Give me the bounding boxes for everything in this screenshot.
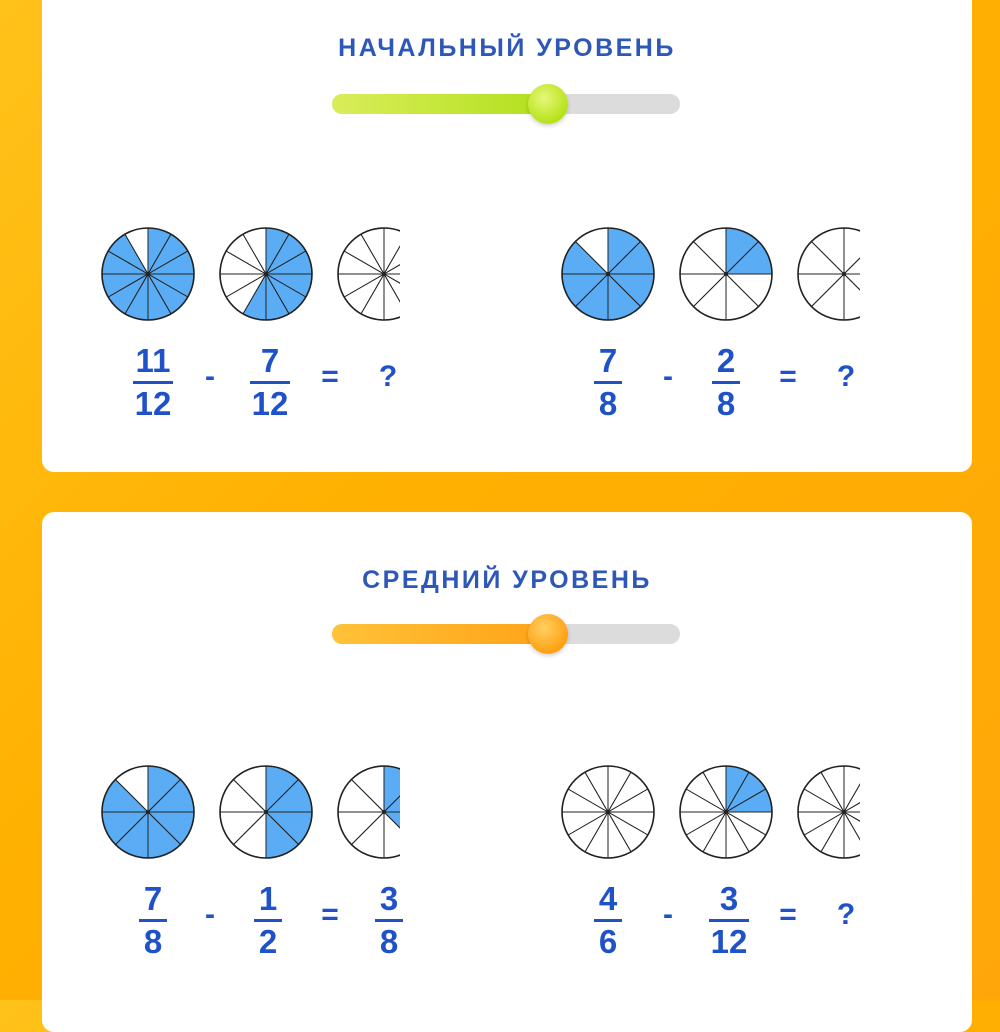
fraction-bar (254, 919, 282, 922)
center-dot (264, 272, 268, 276)
fraction-b (254, 880, 282, 961)
center-dot (146, 810, 150, 814)
fraction-denominator: 12 (134, 385, 172, 422)
level-card-beginner (42, 0, 972, 472)
fraction-bar (250, 381, 290, 384)
answer-unknown: ? (836, 360, 856, 393)
fraction-circle (220, 766, 312, 858)
fraction-bar (139, 919, 167, 922)
level-title: СРЕДНИЙ УРОВЕНЬ (362, 566, 652, 594)
equation (42, 342, 972, 422)
fraction-circle (680, 766, 772, 858)
slider-fill (332, 624, 548, 644)
fraction-circles-group (560, 762, 860, 862)
equals-sign: = (321, 898, 339, 931)
fraction-bar (133, 381, 173, 384)
fraction-b (709, 880, 749, 961)
fraction-a (133, 342, 173, 423)
level-card-intermediate (42, 512, 972, 1032)
fraction-circle (102, 766, 194, 858)
fraction-denominator: 8 (379, 923, 399, 960)
center-dot (264, 810, 268, 814)
fraction-numerator: 7 (260, 342, 280, 379)
fraction-circle (220, 228, 312, 320)
center-dot (842, 810, 846, 814)
center-dot (606, 810, 610, 814)
fraction-circle (562, 766, 654, 858)
fraction-bar (375, 919, 403, 922)
fraction-numerator: 11 (135, 342, 171, 379)
fraction-bar (594, 919, 622, 922)
fraction-bar (712, 381, 740, 384)
fraction-a (139, 880, 167, 961)
fraction-numerator: 7 (143, 880, 163, 917)
fraction-denominator: 12 (251, 385, 289, 422)
fraction-bar (594, 381, 622, 384)
center-dot (606, 272, 610, 276)
center-dot (842, 272, 846, 276)
fraction-bar (709, 919, 749, 922)
fraction-circle (338, 228, 400, 320)
fraction-numerator: 3 (719, 880, 739, 917)
fraction-b (712, 342, 740, 423)
equals-sign: = (779, 360, 797, 393)
level-title: НАЧАЛЬНЫЙ УРОВЕНЬ (338, 34, 676, 62)
fraction-circle (102, 228, 194, 320)
center-dot (382, 272, 386, 276)
minus-sign: - (663, 898, 673, 931)
difficulty-slider[interactable] (332, 624, 680, 644)
slider-fill (332, 94, 548, 114)
minus-sign: - (663, 360, 673, 393)
slider-knob[interactable] (528, 84, 568, 124)
fraction-circle (680, 228, 772, 320)
fraction-denominator: 8 (716, 385, 736, 422)
fraction-numerator: 2 (716, 342, 736, 379)
fraction-numerator: 3 (379, 880, 399, 917)
fraction-numerator: 1 (258, 880, 278, 917)
center-dot (382, 810, 386, 814)
fraction-denominator: 8 (598, 385, 618, 422)
fraction-a (594, 342, 622, 423)
answer-fraction (375, 880, 403, 961)
fraction-circle (338, 766, 400, 858)
fraction-denominator: 6 (598, 923, 618, 960)
fraction-circle (798, 228, 860, 320)
fraction-circles-group (100, 762, 400, 862)
fraction-numerator: 4 (598, 880, 618, 917)
center-dot (146, 272, 150, 276)
difficulty-slider[interactable] (332, 94, 680, 114)
fraction-circle (798, 766, 860, 858)
answer-unknown: ? (836, 898, 856, 931)
minus-sign: - (205, 360, 215, 393)
equals-sign: = (321, 360, 339, 393)
fraction-circles-group (560, 224, 860, 324)
slider-knob[interactable] (528, 614, 568, 654)
center-dot (724, 810, 728, 814)
fraction-a (594, 880, 622, 961)
equation (42, 880, 972, 960)
fraction-circles-group (100, 224, 400, 324)
fraction-b (250, 342, 290, 423)
fraction-denominator: 12 (710, 923, 748, 960)
minus-sign: - (205, 898, 215, 931)
center-dot (724, 272, 728, 276)
fraction-numerator: 7 (598, 342, 618, 379)
fraction-denominator: 8 (143, 923, 163, 960)
fraction-circle (562, 228, 654, 320)
fraction-denominator: 2 (258, 923, 278, 960)
equals-sign: = (779, 898, 797, 931)
answer-unknown: ? (378, 360, 398, 393)
